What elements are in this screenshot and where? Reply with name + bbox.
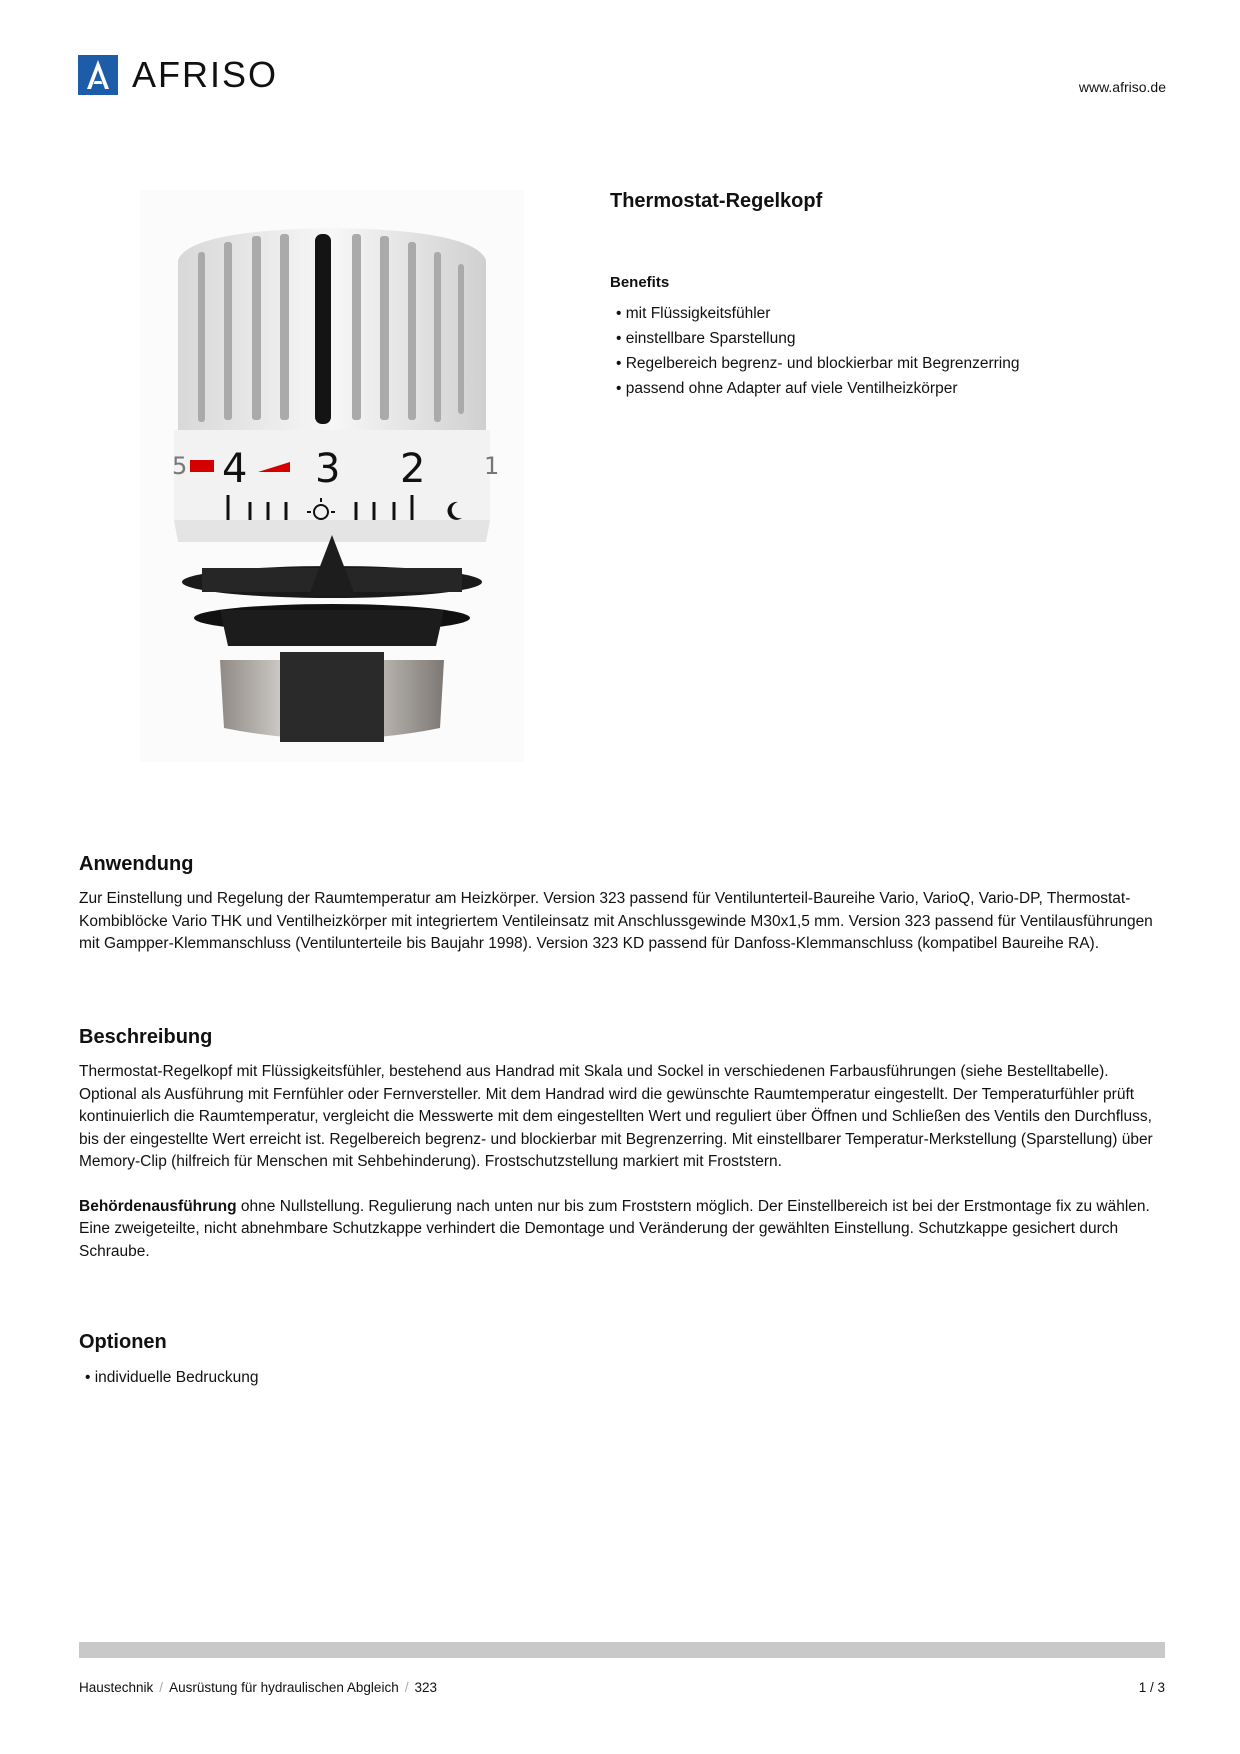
breadcrumb [79, 1680, 437, 1695]
breadcrumb-item[interactable]: Haustechnik [79, 1680, 154, 1695]
scale-digit-3: 3 [315, 446, 341, 492]
list-item: • passend ohne Adapter auf viele Ventilheizkörper [610, 376, 1170, 401]
section-heading: Beschreibung [79, 1026, 213, 1048]
authority-text: ohne Nullstellung. Regulierung nach unten nur bis zum Froststern möglich. Der Einstellbereich ist bei der Erstmontage fix zu wählen. Eine zweigeteilte, nicht abnehmbare Schutzkappe verhindert die Demontage und Veränderung der gewählten Einstellung. Schutzkappe gesichert durch Schraube. [79, 1197, 1150, 1260]
beschreibung-text: Thermostat-Regelkopf mit Flüssigkeitsfühler, bestehend aus Handrad mit Skala und Sockel in verschiedenen Farbausführungen (siehe Bestelltabelle). Optional als Ausführung mit Fernfühler oder Fernversteller. Mit dem Handrad wird die gewünschte Raumtemperatur eingestellt. Der Temperaturfühler prüft kontinuierlich die Raumtemperatur, vergleicht die Messwerte mit dem eingestellten Wert und reguliert über Öffnen und Schließen des Ventils den Durchfluss, bis der eingestellte Wert erreicht ist. Regelbereich begrenz- und blockierbar mit Begrenzerring. Mit einstellbarer Temperatur-Merkstellung (Sparstellung) über Memory-Clip (hilfreich für Menschen mit Sehbehinderung). Frostschutzstellung markiert mit Froststern. [79, 1063, 1153, 1170]
beschreibung-section [79, 1026, 1169, 1263]
breadcrumb-separator: / [404, 1680, 409, 1695]
product-image [140, 190, 524, 762]
section-heading: Anwendung [79, 853, 194, 875]
benefits-section [610, 274, 1170, 401]
authority-paragraph [79, 1196, 1169, 1264]
footer [79, 1680, 1165, 1695]
scale-digit-4: 4 [222, 446, 248, 492]
page-number: 1 / 3 [1138, 1680, 1165, 1695]
list-item: • einstellbare Sparstellung [610, 326, 1170, 351]
anwendung-section [79, 853, 1169, 956]
anwendung-text: Zur Einstellung und Regelung der Raumtemperatur am Heizkörper. Version 323 passend für Ventilunterteil-Baureihe Vario, VarioQ, Vario-DP, Thermostat-Kombiblöcke Vario THK und Ventilheizkörper mit integriertem Ventileinsatz mit Anschlussgewinde M30x1,5 mm. Version 323 passend für Ventilausführungen mit Gampper-Klemmanschluss (Ventilunterteile bis Baujahr 1998). Version 323 KD passend für Danfoss-Klemmanschluss (kompatibel Baureihe RA). [79, 890, 1153, 952]
breadcrumb-separator: / [159, 1680, 164, 1695]
benefits-heading: Benefits [610, 274, 670, 291]
website-link[interactable]: www.afriso.de [1078, 79, 1166, 95]
footer-divider [79, 1642, 1165, 1658]
authority-label: Behördenausführung [79, 1197, 237, 1215]
breadcrumb-item[interactable]: 323 [414, 1680, 437, 1695]
optionen-list [79, 1366, 1169, 1390]
brand-name: AFRISO [132, 54, 279, 95]
list-item: • individuelle Bedruckung [79, 1366, 1169, 1390]
scale-digit-2: 2 [400, 446, 426, 492]
benefits-list [610, 301, 1170, 401]
afriso-logo-icon [78, 55, 118, 95]
scale-digit-5: 5 [172, 452, 188, 480]
thermostat-head-icon [140, 190, 524, 762]
scale-digit-1: 1 [484, 452, 500, 480]
product-title: Thermostat-Regelkopf [610, 190, 823, 212]
breadcrumb-item[interactable]: Ausrüstung für hydraulischen Abgleich [169, 1680, 399, 1695]
section-heading: Optionen [79, 1331, 167, 1353]
list-item: • mit Flüssigkeitsfühler [610, 301, 1170, 326]
afriso-logo [78, 55, 278, 95]
list-item: • Regelbereich begrenz- und blockierbar mit Begrenzerring [610, 351, 1170, 376]
optionen-section [79, 1331, 1169, 1390]
